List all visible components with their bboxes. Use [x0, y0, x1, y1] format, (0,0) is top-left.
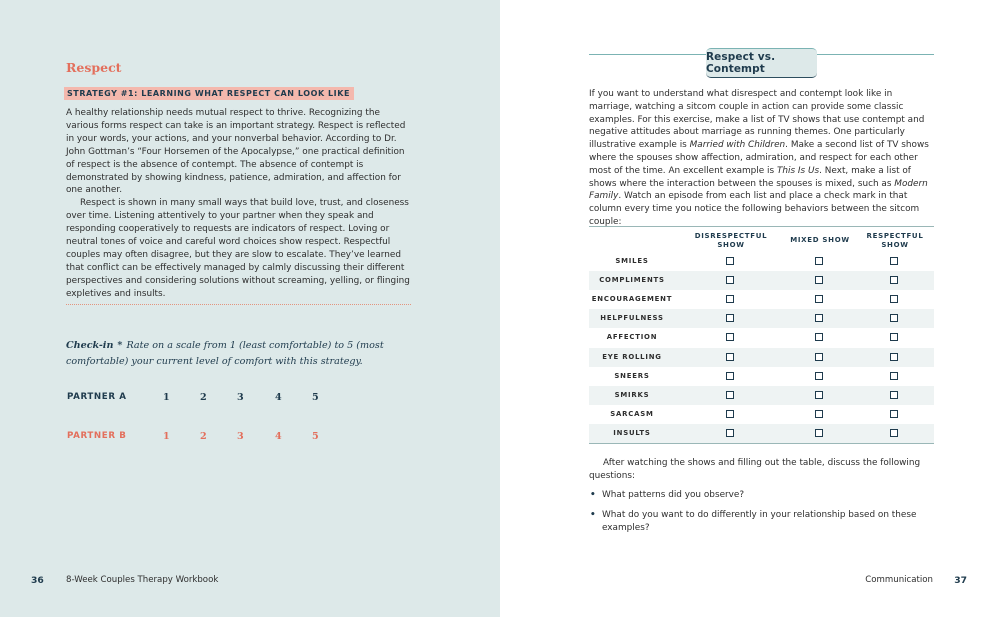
rating-option[interactable]: 1	[163, 392, 170, 403]
strategy-label: STRATEGY #1: LEARNING WHAT RESPECT CAN LOOK LIKE	[64, 87, 354, 100]
page-number: 37	[954, 575, 967, 586]
checkbox-mixed[interactable]	[815, 410, 823, 418]
checkbox-mixed[interactable]	[815, 295, 823, 303]
intro-text: . Next, make a list of shows where the interaction between the spouses is mixed, such as	[589, 165, 911, 189]
checkbox-disrespectful[interactable]	[726, 257, 734, 265]
checkbox-respectful[interactable]	[890, 429, 898, 437]
checkbox-respectful[interactable]	[890, 353, 898, 361]
table-row	[589, 367, 934, 386]
checkbox-mixed[interactable]	[815, 314, 823, 322]
checkbox-respectful[interactable]	[890, 295, 898, 303]
table-row	[589, 328, 934, 347]
table-row	[589, 290, 934, 309]
after-table-text: After watching the shows and filling out the table, discuss the following questions:	[589, 458, 921, 481]
checkbox-disrespectful[interactable]	[726, 410, 734, 418]
body-text	[66, 107, 412, 301]
rating-option[interactable]: 5	[312, 431, 319, 442]
running-footer-title: 8-Week Couples Therapy Workbook	[66, 575, 219, 585]
partner-b-label: PARTNER B	[67, 431, 127, 441]
show-title: Modern Family	[589, 178, 928, 202]
page-number: 36	[31, 575, 44, 586]
checkbox-respectful[interactable]	[890, 410, 898, 418]
checkbox-respectful[interactable]	[890, 314, 898, 322]
paragraph: A healthy relationship needs mutual respect to thrive. Recognizing the various forms respect can take is an important strategy. Respect is reflected in your words, your actions, and your nonverbal behavior. According to Dr. John Gottman’s “Four Horsemen of the Apocalypse,” one practical definition of respect is the absence of contempt. The absence of contempt is demonstrated by showing kindness, patience, admiration, and affection for one another.	[66, 108, 406, 196]
checkbox-disrespectful[interactable]	[726, 353, 734, 361]
exercise-intro	[589, 88, 935, 229]
checkbox-mixed[interactable]	[815, 391, 823, 399]
rating-option[interactable]: 1	[163, 431, 170, 442]
intro-text: . Make a second list of TV shows where the spouses show affection, admiration, and respect for each other most of the time. An excellent example is	[589, 140, 929, 176]
intro-text: . Watch an episode from each list and place a check mark in that column every time you notice the following behaviors between the sitcom couple:	[589, 191, 920, 227]
show-title: This Is Us	[776, 165, 820, 176]
partner-b-rating-row	[67, 431, 367, 445]
table-row	[589, 386, 934, 405]
checkbox-mixed[interactable]	[815, 429, 823, 437]
checkbox-respectful[interactable]	[890, 257, 898, 265]
behavior-label: INSULTS	[613, 428, 651, 437]
question-text: What do you want to do differently in your relationship based on these examples?	[602, 510, 917, 533]
checkbox-disrespectful[interactable]	[726, 391, 734, 399]
show-title: Married with Children	[689, 140, 786, 151]
checkin-prompt	[66, 338, 416, 369]
rating-option[interactable]: 2	[200, 431, 207, 442]
checkin-text: Rate on a scale from 1 (least comfortable) to 5 (most comfortable) your current level of comfort with this strategy.	[66, 340, 384, 367]
question-text: What patterns did you observe?	[602, 490, 745, 500]
paragraph: Respect is shown in many small ways that build love, trust, and closeness over time. Listening attentively to your partner when they speak and responding cooperatively to requests are indicators of respect. Loving or neutral tones of voice and careful word choices show respect. Respectful couples may often disagree, but they are slow to escalate. They’ve learned that conflict can be effectively managed by calmly discussing their different perspectives and considering solutions without screaming, yelling, or flinging expletives and insults.	[66, 198, 410, 299]
behavior-label: AFFECTION	[606, 333, 658, 342]
column-header-respectful: RESPECTFUL SHOW	[866, 232, 924, 249]
rating-option[interactable]: 3	[237, 392, 244, 403]
column-header-mixed: MIXED SHOW	[790, 236, 850, 244]
checkbox-disrespectful[interactable]	[726, 276, 734, 284]
behavior-label: SMIRKS	[614, 390, 650, 399]
table-row	[589, 348, 934, 367]
checkbox-respectful[interactable]	[890, 276, 898, 284]
question-item	[589, 489, 935, 502]
behavior-label: COMPLIMENTS	[599, 276, 665, 285]
table-row	[589, 405, 934, 424]
table-rule	[589, 226, 934, 227]
dotted-divider	[66, 304, 411, 305]
table-rule	[589, 443, 934, 444]
behavior-label: HELPFULNESS	[600, 314, 664, 323]
question-item	[589, 509, 935, 535]
checkbox-respectful[interactable]	[890, 333, 898, 341]
checkbox-disrespectful[interactable]	[726, 333, 734, 341]
rating-option[interactable]: 2	[200, 392, 207, 403]
partner-a-label: PARTNER A	[67, 392, 127, 402]
behavior-label: EYE ROLLING	[602, 352, 662, 361]
behavior-label: ENCOURAGEMENT	[591, 295, 673, 304]
checkbox-mixed[interactable]	[815, 333, 823, 341]
exercise-title-box: Respect vs. Contempt	[706, 48, 817, 78]
bullet-icon: •	[590, 510, 596, 520]
rating-option[interactable]: 4	[275, 392, 282, 403]
checkbox-disrespectful[interactable]	[726, 372, 734, 380]
checkbox-disrespectful[interactable]	[726, 295, 734, 303]
checkbox-mixed[interactable]	[815, 257, 823, 265]
checkbox-mixed[interactable]	[815, 276, 823, 284]
bullet-icon: •	[590, 490, 596, 500]
table-row	[589, 309, 934, 328]
star-icon: *	[117, 340, 123, 351]
section-title: Respect	[66, 60, 122, 75]
rating-option[interactable]: 3	[237, 431, 244, 442]
behavior-label: SMILES	[615, 257, 649, 265]
intro-text: If you want to understand what disrespect and contempt look like in marriage, watching a sitcom couple in action can provide some classic examples. For this exercise, make a list of TV shows that use contempt and negative attitudes about marriage as running themes. One particularly illustrative example is	[589, 89, 925, 151]
table-row	[589, 271, 934, 290]
rating-option[interactable]: 4	[275, 431, 282, 442]
checkbox-mixed[interactable]	[815, 372, 823, 380]
checkin-label: Check-in	[66, 340, 114, 351]
checkbox-respectful[interactable]	[890, 372, 898, 380]
rating-option[interactable]: 5	[312, 392, 319, 403]
table-row	[589, 424, 934, 443]
table-row	[589, 252, 934, 271]
partner-a-rating-row	[67, 392, 367, 406]
checkbox-respectful[interactable]	[890, 391, 898, 399]
running-footer-chapter: Communication	[865, 575, 933, 585]
checkbox-mixed[interactable]	[815, 353, 823, 361]
column-header-disrespectful: DISRESPECTFUL SHOW	[694, 232, 768, 249]
behavior-label: SNEERS	[614, 371, 650, 380]
behavior-label: SARCASM	[610, 409, 654, 418]
checkbox-disrespectful[interactable]	[726, 429, 734, 437]
checkbox-disrespectful[interactable]	[726, 314, 734, 322]
